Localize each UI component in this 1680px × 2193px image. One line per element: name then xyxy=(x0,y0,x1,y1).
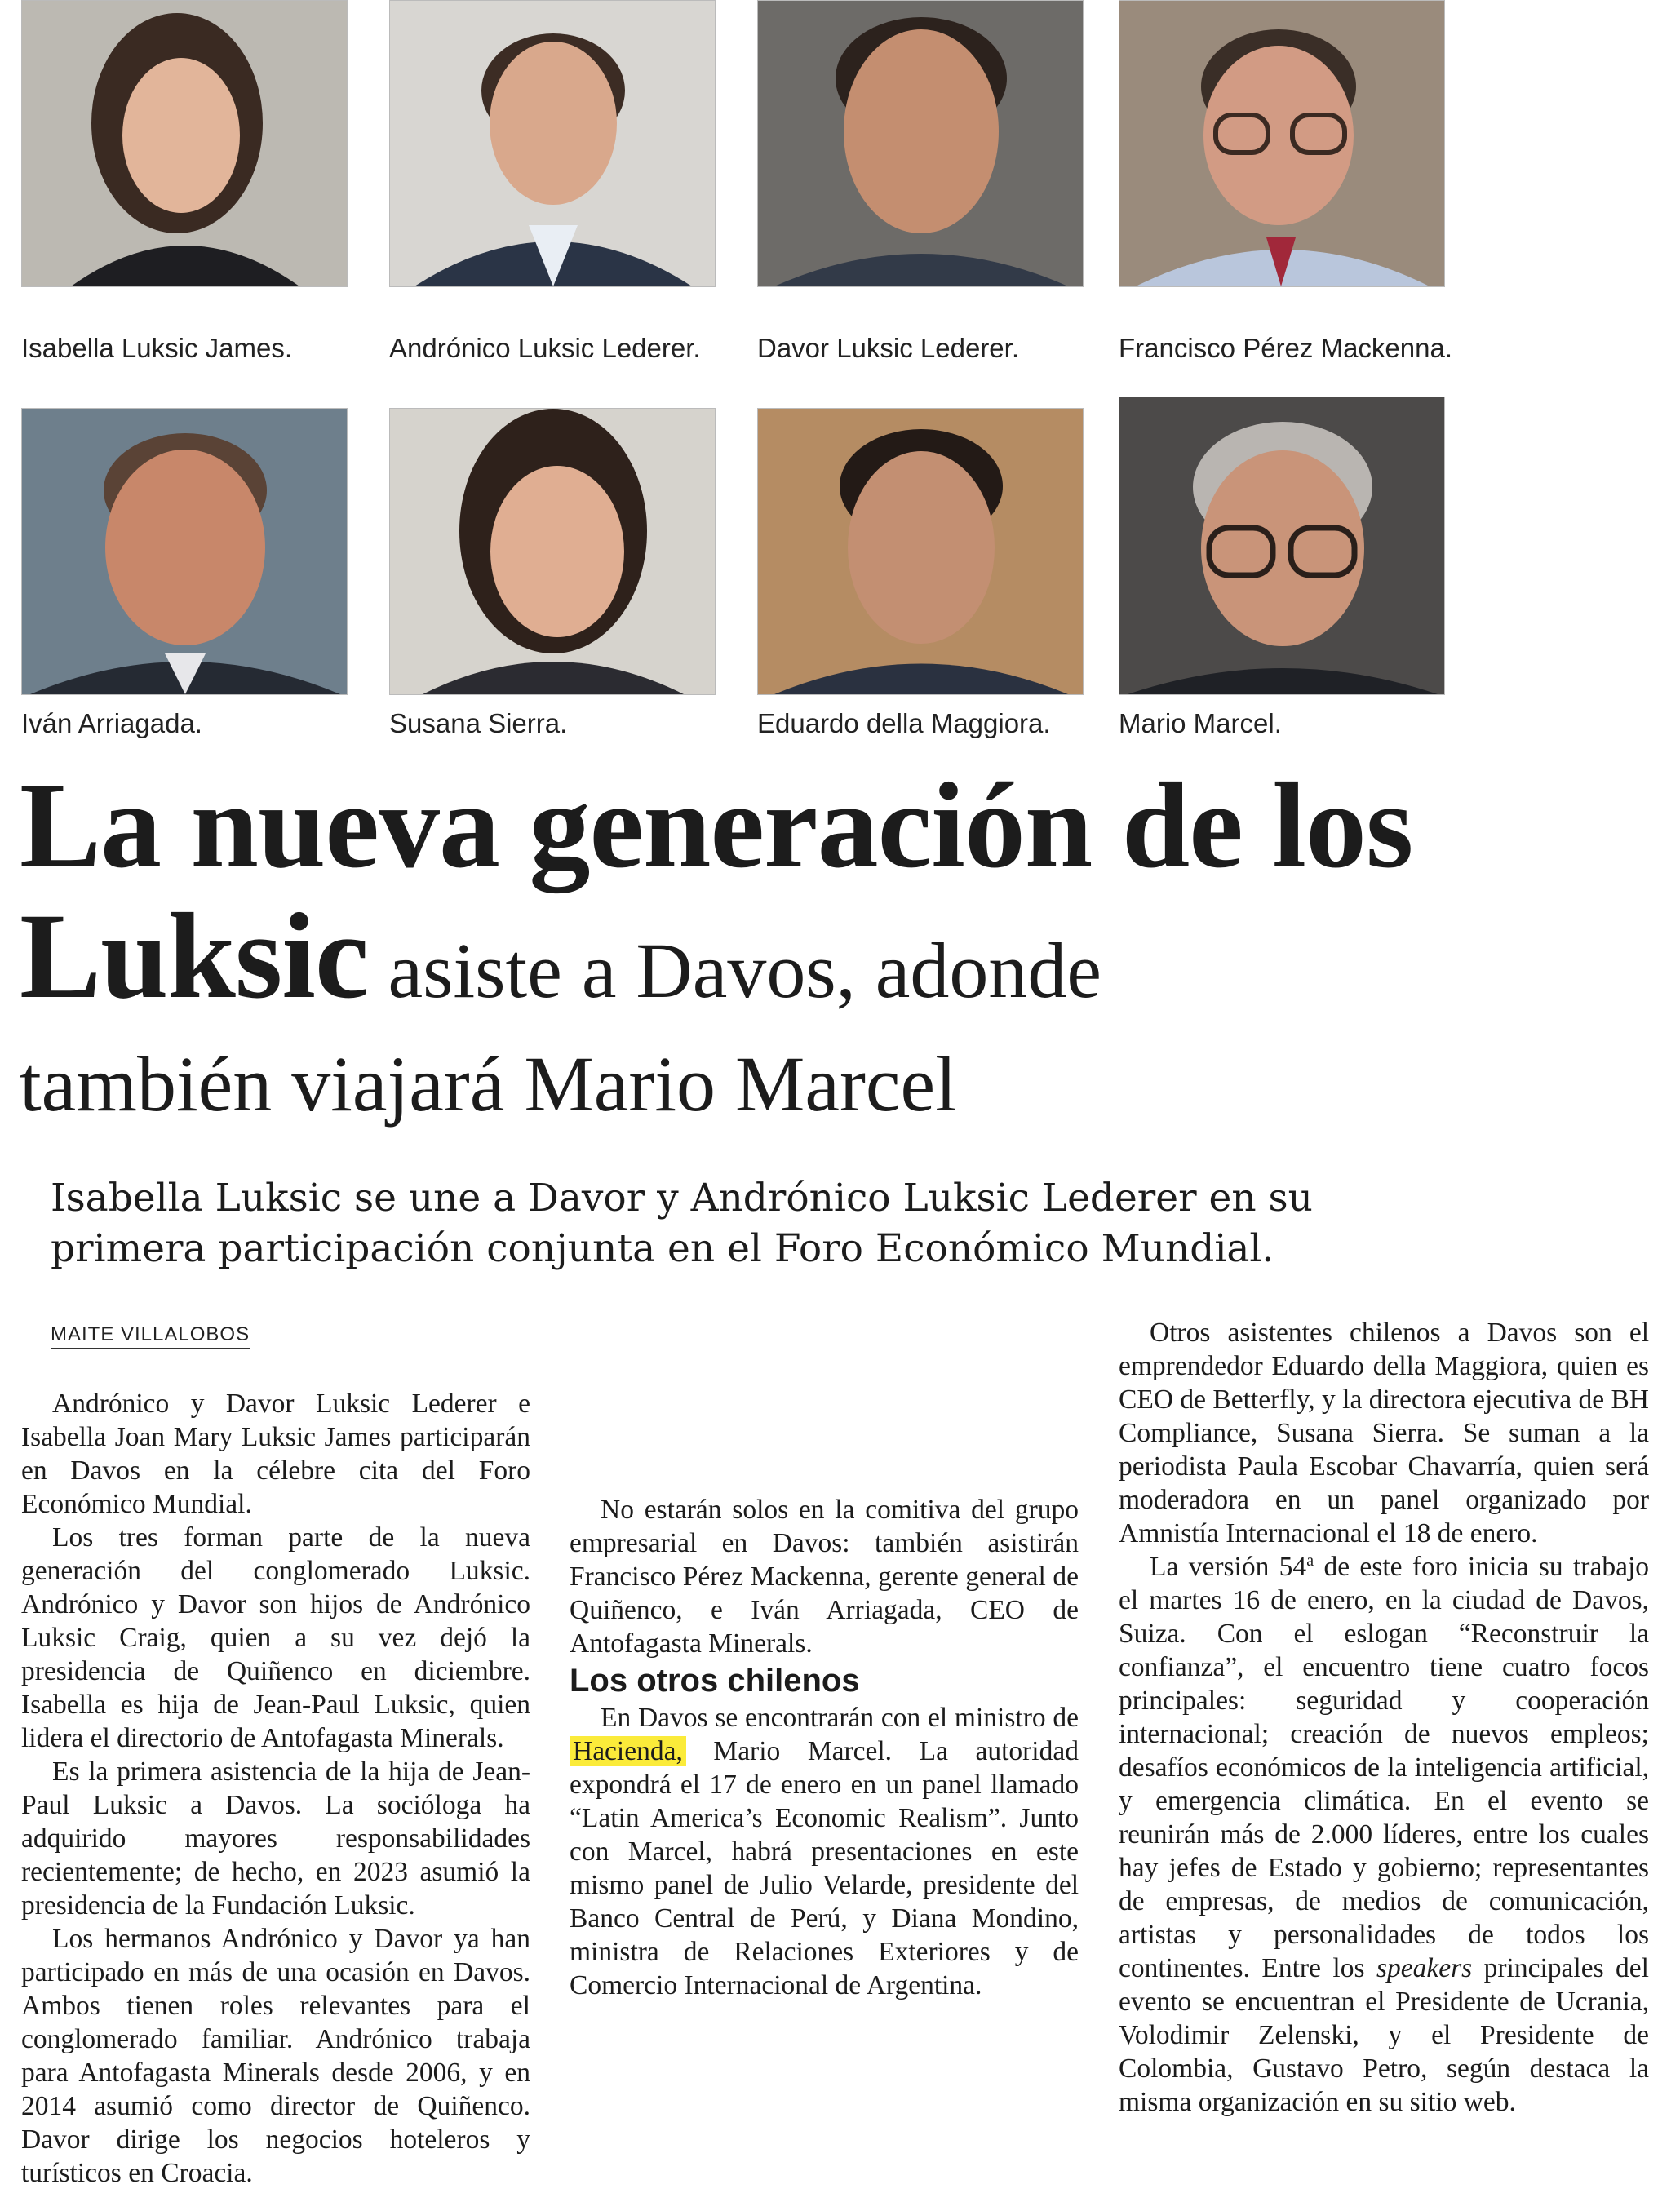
photo-caption: Andrónico Luksic Lederer. xyxy=(389,333,701,363)
paragraph-text: Mario Marcel. La autoridad expondrá el 17 de enero en un panel llamado “Latin America’s Economic Realism”. Junto con Marcel, habrá presentaciones en este mismo panel de Julio Velarde, presidente del Banco Central de Perú, y Diana Mondino, ministra de Relaciones Exteriores y de Comercio Internacional de Argentina. xyxy=(570,1736,1079,2000)
headline-line-2-rest: asiste a Davos, adonde xyxy=(368,927,1102,1014)
portrait-photo xyxy=(1119,397,1445,695)
article-deck: Isabella Luksic se une a Davor y Andrónico Luksic Lederer en su primera participación conjunta en el Foro Económico Mundial. xyxy=(51,1176,1313,1271)
portrait-photo xyxy=(757,408,1084,695)
paragraph: No estarán solos en la comitiva del grupo empresarial en Davos: también asistirán Francisco Pérez Mackenna, gerente general de Quiñenco, e Iván Arriagada, CEO de Antofagasta Minerals. xyxy=(570,1495,1079,1659)
highlighted-word: Hacienda, xyxy=(570,1736,686,1766)
article-column-3 xyxy=(1119,1316,1649,2119)
paragraph-text: La versión 54 xyxy=(1150,1552,1307,1582)
photo-caption: Iván Arriagada. xyxy=(21,708,202,738)
paragraph: Los hermanos Andrónico y Davor ya han participado en más de una ocasión en Davos. Ambos tienen roles relevantes para el conglomerado familiar. Andrónico trabaja para Antofagasta Minerals desde 2006, y en 2014 asumió como director de Quiñenco. Davor dirige los negocios hoteleros y turísticos en Croacia. xyxy=(21,1924,530,2188)
headline-line-1: La nueva generación de los xyxy=(20,758,1413,893)
section-subhead: Los otros chilenos xyxy=(570,1663,860,1699)
portrait-photo xyxy=(21,408,348,695)
article-column-1 xyxy=(21,1387,530,2190)
portrait-photo xyxy=(389,408,716,695)
portrait-photo xyxy=(1119,0,1445,287)
photo-caption: Susana Sierra. xyxy=(389,708,568,738)
paragraph: Andrónico y Davor Luksic Lederer e Isabella Joan Mary Luksic James participarán en Davos en la célebre cita del Foro Económico Mundial. xyxy=(21,1389,530,1519)
headline-line-3: también viajará Mario Marcel xyxy=(20,1040,957,1128)
photo-caption: Eduardo della Maggiora. xyxy=(757,708,1051,738)
photo-caption: Isabella Luksic James. xyxy=(21,333,292,363)
paragraph-text: de este foro inicia su trabajo el martes 16 de enero, en la ciudad de Davos, Suiza. Con el eslogan “Reconstruir la confianza”, el encuentro tiene cuatro focos principales: seguridad y cooperación internacional; creación de nuevos empleos; desafíos económicos de la inteligencia artificial, y emergencia climática. En el evento se reunirán más de 2.000 líderes, entre los cuales hay jefes de Estado y gobierno; representantes de empresas, de medios de comunicación, artistas y personalidades de todos los continentes. Entre los xyxy=(1119,1552,1649,1983)
headline xyxy=(20,760,1537,1132)
paragraph-text: principales del evento se encuentran el Presidente de Ucrania, Volodimir Zelenski, y el Presidente de Colombia, Gustavo Petro, según destaca la misma organización en su sitio web. xyxy=(1119,1953,1649,2117)
photo-caption: Mario Marcel. xyxy=(1119,708,1282,738)
photo-caption: Davor Luksic Lederer. xyxy=(757,333,1019,363)
photo-caption: Francisco Pérez Mackenna. xyxy=(1119,333,1453,363)
headline-bold-word: Luksic xyxy=(20,888,369,1024)
portrait-photo xyxy=(757,0,1084,287)
byline: MAITE VILLALOBOS xyxy=(51,1323,250,1349)
portrait-photo xyxy=(389,0,716,287)
paragraph xyxy=(570,1701,1079,2002)
portrait-photo xyxy=(21,0,348,287)
superscript: a xyxy=(1306,1551,1314,1570)
paragraph: Los tres forman parte de la nueva generación del conglomerado Luksic. Andrónico y Davor son hijos de Andrónico Luksic Craig, quien a su vez dejó la presidencia de Quiñenco en diciembre. Isabella es hija de Jean-Paul Luksic, quien lidera el directorio de Antofagasta Minerals. xyxy=(21,1522,530,1753)
paragraph-text: En Davos se encontrarán con el ministro de xyxy=(601,1703,1079,1733)
emphasis-text: speakers xyxy=(1376,1953,1473,1983)
paragraph: Es la primera asistencia de la hija de Jean-Paul Luksic a Davos. La socióloga ha adquirido mayores responsabilidades recientemente; de hecho, en 2023 asumió la presidencia de la Fundación Luksic. xyxy=(21,1757,530,1921)
paragraph xyxy=(1119,1550,1649,2119)
headline-line-2 xyxy=(20,888,1537,1036)
article-column-2 xyxy=(570,1493,1079,2002)
paragraph: Otros asistentes chilenos a Davos son el emprendedor Eduardo della Maggiora, quien es CEO de Betterfly, y la directora ejecutiva de BH Compliance, Susana Sierra. Se suman a la periodista Paula Escobar Chavarría, quien será moderadora en un panel organizado por Amnistía Internacional el 18 de enero. xyxy=(1119,1318,1649,1548)
